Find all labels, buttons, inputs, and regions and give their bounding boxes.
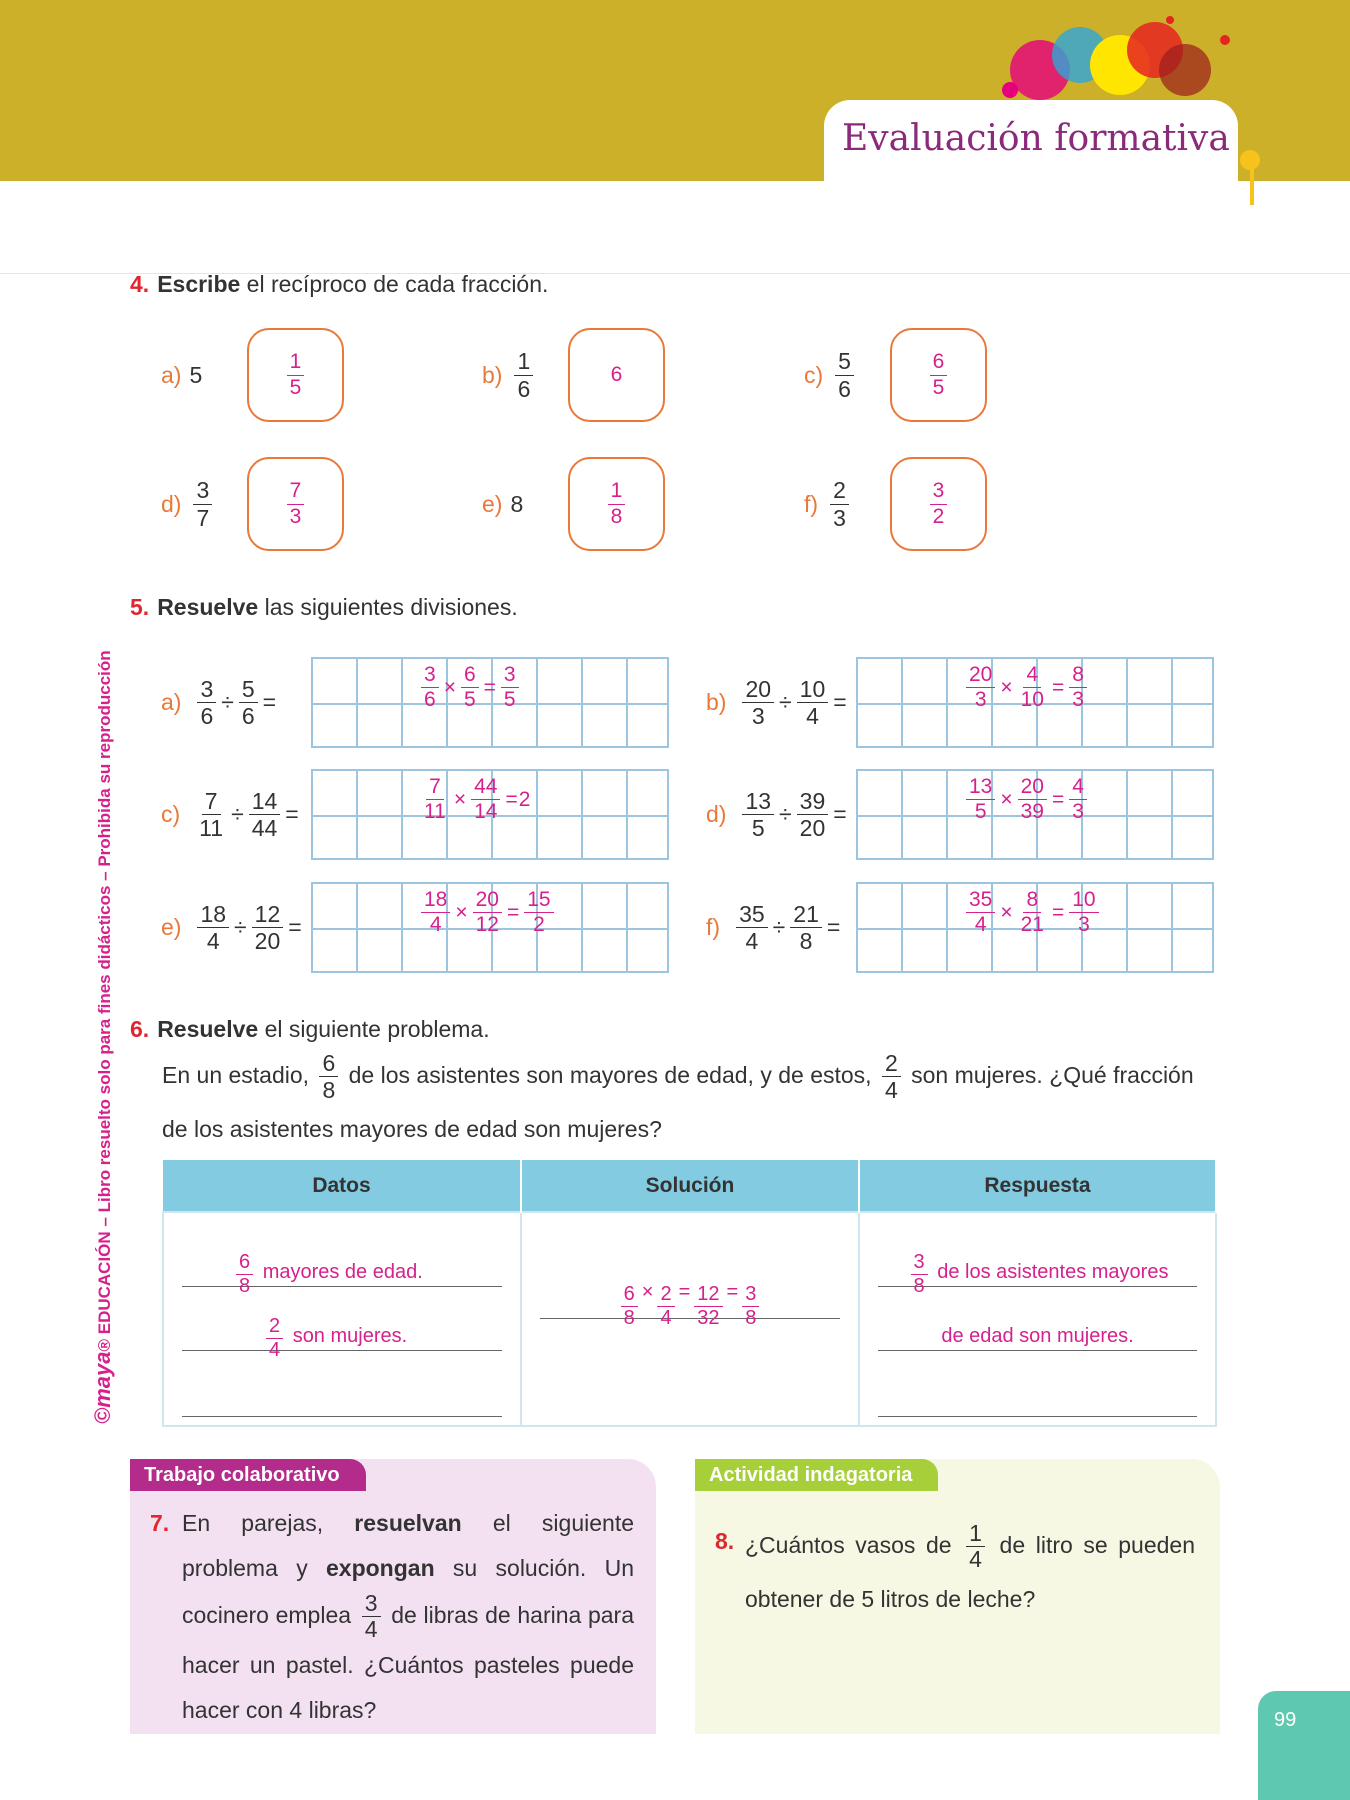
- numerator: 10: [797, 676, 829, 703]
- numerator: 35: [966, 888, 995, 913]
- inquiry-activity-box: [695, 1459, 1220, 1734]
- operator: =: [262, 689, 277, 715]
- copyright-side-text: [90, 474, 116, 1424]
- fraction: [736, 901, 768, 955]
- fraction: [930, 479, 948, 528]
- numerator: 2: [830, 477, 849, 504]
- denominator: 4: [269, 1339, 281, 1361]
- text: [1002, 82, 1018, 98]
- grid-answer: [417, 888, 558, 937]
- q-number: 4.: [130, 271, 150, 297]
- answer-box[interactable]: [247, 328, 344, 422]
- fraction: [197, 676, 216, 730]
- text: de libras de harina para hacer un pastel. ¿Cuántos pasteles puede hacer con 4 libras?: [182, 1601, 635, 1723]
- text: [694, 1283, 722, 1330]
- denominator: 12: [475, 913, 499, 937]
- q-verb: Resuelve: [157, 594, 259, 620]
- numerator: 3: [197, 676, 216, 703]
- answer-box[interactable]: [568, 328, 665, 422]
- text: [657, 1283, 674, 1330]
- denominator: 3: [1072, 688, 1084, 712]
- numerator: 2: [882, 1050, 901, 1077]
- datos-line-3: [182, 1373, 502, 1417]
- text: [362, 1591, 381, 1643]
- denominator: 5: [932, 375, 945, 399]
- numerator: 39: [797, 788, 829, 815]
- numerator: 7: [426, 775, 444, 800]
- text: mayores de edad.: [262, 1261, 423, 1283]
- denominator: 4: [806, 703, 819, 729]
- operator: ×: [1000, 675, 1013, 699]
- fraction: [742, 788, 774, 842]
- numerator: 3: [911, 1251, 928, 1275]
- denominator: 3: [1072, 800, 1084, 824]
- denominator: 5: [463, 688, 476, 712]
- numerator: 1: [608, 479, 626, 504]
- text: [966, 1521, 985, 1573]
- fraction: [930, 350, 948, 399]
- numerator: 6: [461, 663, 479, 688]
- denominator: 6: [241, 703, 255, 729]
- fraction: [835, 348, 854, 402]
- denominator: 20: [799, 815, 826, 841]
- denominator: 7: [196, 504, 210, 531]
- q5-item: [161, 657, 277, 748]
- denominator: 8: [239, 1275, 251, 1297]
- denominator: 21: [1020, 913, 1044, 937]
- header-datos: Datos: [163, 1160, 521, 1212]
- answer-box[interactable]: [890, 457, 987, 551]
- solucion-line: [540, 1269, 840, 1329]
- numerator: 7: [202, 788, 221, 815]
- denominator: 10: [1020, 688, 1044, 712]
- fraction: [196, 788, 226, 842]
- numerator: 1: [514, 348, 533, 375]
- numerator: 10: [1069, 888, 1098, 913]
- answer-grid[interactable]: [856, 769, 1214, 860]
- numerator: 20: [742, 676, 774, 703]
- answer-grid[interactable]: [311, 657, 669, 748]
- q5-item: [706, 882, 841, 973]
- denominator: 3: [1078, 913, 1090, 937]
- respuesta-line-3: [878, 1373, 1197, 1417]
- text: expongan: [326, 1555, 435, 1581]
- q6-problem-line1: [162, 1050, 1194, 1104]
- item-label: a): [161, 361, 182, 388]
- text: [621, 1283, 638, 1330]
- denominator: 5: [503, 688, 516, 712]
- numerator: 18: [197, 901, 229, 928]
- operator: ÷: [779, 801, 792, 827]
- numerator: 6: [319, 1050, 338, 1077]
- fraction: [461, 663, 479, 712]
- item-label: d): [706, 801, 727, 827]
- q8-text: [745, 1519, 1195, 1625]
- denominator: 6: [424, 688, 436, 712]
- whole-number: 6: [610, 363, 623, 386]
- q4-item: [482, 457, 523, 551]
- text: =: [678, 1281, 691, 1303]
- solucion-cell: [521, 1212, 859, 1426]
- text: de litro se pueden obtener de 5 litros de leche?: [745, 1532, 1195, 1612]
- item-label: c): [804, 361, 824, 388]
- respuesta-line-1: [878, 1243, 1197, 1297]
- answer-box[interactable]: [247, 457, 344, 551]
- text: de los asistentes son mayores de edad, y de estos,: [348, 1062, 872, 1089]
- q-verb: Resuelve: [157, 1016, 259, 1042]
- header-respuesta: Respuesta: [859, 1160, 1216, 1212]
- answer-grid[interactable]: [311, 882, 669, 973]
- denominator: 4: [745, 928, 759, 954]
- fraction: [797, 788, 829, 842]
- denominator: 8: [799, 928, 813, 954]
- item-label: c): [161, 801, 181, 827]
- respuesta-cell: [859, 1212, 1216, 1426]
- item-label: b): [482, 361, 503, 388]
- q4-heading: [130, 271, 548, 298]
- answer-box[interactable]: [568, 457, 665, 551]
- operator: ÷: [221, 689, 234, 715]
- fraction: [252, 901, 284, 955]
- operator: ÷: [231, 801, 244, 827]
- item-label: e): [482, 490, 503, 517]
- item-label: d): [161, 490, 182, 517]
- fraction: [421, 663, 439, 712]
- denominator: 4: [969, 1546, 982, 1573]
- denominator: 2: [533, 913, 545, 937]
- denominator: 5: [974, 800, 987, 824]
- operator: =: [826, 914, 841, 940]
- fraction: [608, 479, 626, 528]
- denominator: 11: [199, 815, 224, 841]
- q-text: el siguiente problema.: [258, 1016, 490, 1042]
- collaborative-tag: Trabajo colaborativo: [130, 1459, 366, 1491]
- numerator: 8: [1069, 663, 1087, 688]
- text: [1166, 16, 1174, 24]
- numerator: 2: [657, 1283, 674, 1307]
- grid-answer: [417, 775, 530, 824]
- item-label: b): [706, 689, 727, 715]
- fraction: [473, 888, 502, 937]
- fraction: [966, 888, 995, 937]
- text: [266, 1315, 283, 1362]
- q4-item: [804, 457, 853, 551]
- fraction: [421, 775, 449, 824]
- q5-heading: [130, 594, 518, 621]
- item-label: f): [804, 490, 819, 517]
- denominator: 4: [206, 928, 220, 954]
- q5-item: [706, 657, 848, 748]
- fraction: [249, 788, 281, 842]
- answer-grid[interactable]: [311, 769, 669, 860]
- numerator: 13: [966, 775, 995, 800]
- numerator: 12: [694, 1283, 722, 1307]
- brand-logo-text: ©maya: [90, 1351, 115, 1424]
- grid-answer: [417, 663, 523, 712]
- q4-item: [482, 328, 537, 422]
- denominator: 32: [697, 1307, 720, 1329]
- operator: =: [288, 914, 302, 940]
- numerator: 35: [736, 901, 768, 928]
- fraction: [1018, 775, 1047, 824]
- denominator: 4: [974, 913, 987, 937]
- denominator: 8: [623, 1307, 635, 1329]
- fraction: [501, 663, 519, 712]
- header-solucion: Solución: [521, 1160, 859, 1212]
- q-number: 7.: [150, 1510, 170, 1536]
- q-verb: Escribe: [157, 271, 241, 297]
- denominator: 3: [833, 504, 846, 531]
- fraction: [197, 901, 229, 955]
- numerator: 7: [287, 479, 305, 504]
- operator: ×: [1000, 900, 1013, 924]
- text: ¿Cuántos vasos de: [745, 1532, 952, 1558]
- whole-number: 5: [189, 361, 203, 388]
- q6-solution-table: [162, 1160, 1217, 1427]
- q5-item: [161, 882, 303, 973]
- respuesta-line-2: de edad son mujeres.: [878, 1307, 1197, 1351]
- numerator: 6: [236, 1251, 253, 1275]
- operator: ×: [455, 900, 468, 924]
- denominator: 5: [751, 815, 765, 841]
- numerator: 6: [930, 350, 948, 375]
- operator: =: [506, 900, 520, 924]
- fraction: [287, 479, 305, 528]
- text: En un estadio,: [162, 1062, 310, 1089]
- q6-problem-line2: de los asistentes mayores de edad son mujeres?: [162, 1116, 662, 1142]
- text: el siguiente problema y: [182, 1510, 634, 1581]
- fraction: [514, 348, 533, 402]
- fraction: [790, 901, 822, 955]
- numerator: 21: [790, 901, 822, 928]
- text: En parejas,: [182, 1510, 355, 1536]
- q4-item: [161, 457, 216, 551]
- denominator: 3: [974, 688, 987, 712]
- numerator: 2: [266, 1315, 283, 1339]
- grid-answer: [962, 888, 1103, 937]
- q6-heading: [130, 1016, 490, 1043]
- text: =: [726, 1281, 739, 1303]
- operator: =: [833, 689, 847, 715]
- numerator: 3: [742, 1283, 759, 1307]
- denominator: 11: [424, 800, 446, 824]
- item-label: a): [161, 689, 182, 715]
- denominator: 4: [884, 1077, 898, 1104]
- fraction: [1069, 775, 1087, 824]
- numerator: 44: [471, 775, 500, 800]
- text: de los asistentes mayores: [937, 1261, 1169, 1283]
- fraction: [524, 888, 553, 937]
- fraction: [742, 676, 774, 730]
- text: [1220, 35, 1230, 45]
- text: [911, 1251, 928, 1298]
- numerator: 3: [362, 1591, 381, 1617]
- item-label: f): [706, 914, 721, 940]
- text: [163, 1160, 1216, 1212]
- numerator: 13: [742, 788, 774, 815]
- numerator: 4: [1069, 775, 1087, 800]
- fraction: [239, 676, 258, 730]
- denominator: 4: [660, 1307, 672, 1329]
- fraction: [287, 350, 305, 399]
- numerator: 12: [252, 901, 284, 928]
- q-number: 8.: [715, 1528, 735, 1554]
- numerator: 5: [239, 676, 258, 703]
- q5-item: [161, 769, 300, 860]
- denominator: 20: [254, 928, 281, 954]
- collaborative-work-box: [130, 1459, 656, 1734]
- numerator: 20: [1018, 775, 1047, 800]
- text: [1159, 44, 1211, 96]
- fraction: [830, 477, 849, 531]
- numerator: 18: [421, 888, 450, 913]
- grid-answer: [962, 663, 1091, 712]
- text: [163, 1160, 1216, 1426]
- q4-item: [804, 328, 858, 422]
- fraction: [1018, 663, 1047, 712]
- inquiry-tag: Actividad indagatoria: [695, 1459, 938, 1491]
- denominator: 39: [1020, 800, 1044, 824]
- operator: ×: [443, 675, 456, 699]
- numerator: 20: [473, 888, 502, 913]
- operator: ÷: [779, 689, 792, 715]
- q-number: 6.: [130, 1016, 150, 1042]
- operator: ×: [1000, 787, 1013, 811]
- denominator: 8: [322, 1077, 336, 1104]
- operator: ×: [453, 787, 467, 811]
- denominator: 6: [200, 703, 214, 729]
- answer-grid[interactable]: [856, 882, 1214, 973]
- page-number: 99: [1258, 1691, 1350, 1800]
- text: [1250, 160, 1254, 205]
- denominator: 44: [251, 815, 278, 841]
- text: [236, 1251, 253, 1298]
- q5-item: [706, 769, 848, 860]
- datos-cell: [163, 1212, 521, 1426]
- denominator: 3: [289, 504, 302, 528]
- denominator: 6: [517, 375, 531, 402]
- operator: =: [1051, 675, 1065, 699]
- text: son mujeres. ¿Qué fracción: [911, 1062, 1194, 1089]
- text: son mujeres.: [292, 1325, 408, 1347]
- denominator: 14: [474, 800, 498, 824]
- fraction: [1018, 888, 1047, 937]
- denominator: 6: [838, 375, 851, 402]
- q-text: el recíproco de cada fracción.: [240, 271, 549, 297]
- numerator: 1: [287, 350, 305, 375]
- text: resuelvan: [354, 1510, 462, 1536]
- numerator: 3: [930, 479, 948, 504]
- answer-box[interactable]: [890, 328, 987, 422]
- item-label: e): [161, 914, 182, 940]
- fraction: [471, 775, 500, 824]
- operator: =: [285, 801, 299, 827]
- denominator: 3: [751, 703, 765, 729]
- operator: =: [1051, 900, 1065, 924]
- fraction: [797, 676, 829, 730]
- q-number: 5.: [130, 594, 150, 620]
- denominator: 8: [610, 504, 623, 528]
- q4-item: [161, 328, 202, 422]
- fraction: [966, 663, 995, 712]
- operator: ÷: [234, 914, 247, 940]
- numerator: 8: [1023, 888, 1041, 913]
- denominator: 8: [913, 1275, 925, 1297]
- denominator: 2: [932, 504, 945, 528]
- operator: =: [833, 801, 847, 827]
- whole-number: 8: [510, 490, 524, 517]
- text: ×: [641, 1281, 654, 1303]
- numerator: 15: [524, 888, 553, 913]
- numerator: 14: [249, 788, 281, 815]
- answer-grid[interactable]: [856, 657, 1214, 748]
- grid-answer: [962, 775, 1091, 824]
- denominator: 5: [289, 375, 302, 399]
- text: [742, 1283, 759, 1330]
- numerator: 3: [421, 663, 439, 688]
- fraction: [1069, 888, 1098, 937]
- fraction: [319, 1050, 338, 1104]
- fraction: [193, 477, 212, 531]
- fraction: [966, 775, 995, 824]
- numerator: 1: [966, 1521, 985, 1547]
- page-title: Evaluación formativa: [842, 118, 1230, 159]
- denominator: 4: [364, 1616, 378, 1643]
- text: [163, 1212, 1216, 1426]
- operator: =: [505, 787, 518, 811]
- denominator: 4: [429, 913, 442, 937]
- numerator: 6: [621, 1283, 638, 1307]
- copyright-text: ® EDUCACIÓN – Libro resuelto solo para fines didácticos – Prohibida su reproducción: [95, 650, 114, 1352]
- fraction: [882, 1050, 901, 1104]
- operator: =: [1051, 787, 1065, 811]
- fraction: [1069, 663, 1087, 712]
- numerator: 5: [835, 348, 854, 375]
- datos-line-2: [182, 1307, 502, 1361]
- datos-line-1: [182, 1243, 502, 1297]
- text: su solución. Un cocinero emplea: [182, 1555, 635, 1628]
- fraction: [421, 888, 450, 937]
- whole-number: 2: [518, 787, 531, 811]
- operator: ÷: [772, 914, 786, 940]
- q7-text: [182, 1501, 634, 1733]
- operator: =: [483, 675, 496, 699]
- q-text: las siguientes divisiones.: [258, 594, 518, 620]
- numerator: 3: [193, 477, 212, 504]
- numerator: 3: [501, 663, 519, 688]
- numerator: 20: [966, 663, 995, 688]
- numerator: 4: [1023, 663, 1041, 688]
- denominator: 8: [745, 1307, 757, 1329]
